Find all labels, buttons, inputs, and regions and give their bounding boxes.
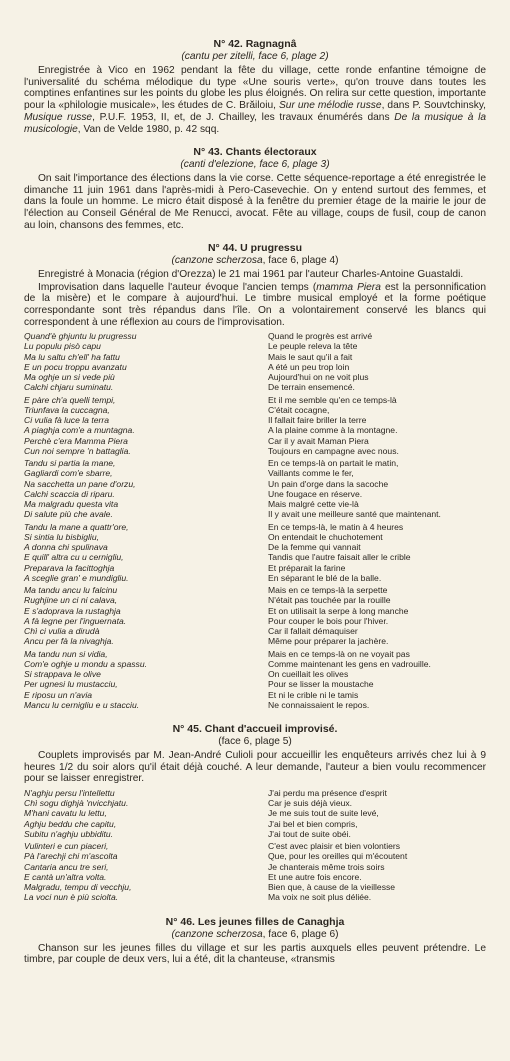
verse-columns bbox=[24, 331, 486, 712]
verse-line: N'était pas touchée par la rouille bbox=[268, 595, 391, 606]
verse-line: Si strappava le olive bbox=[24, 669, 101, 680]
corsican-column bbox=[24, 331, 268, 712]
corsican-stanza bbox=[24, 522, 268, 584]
italic-title: Sur une mélodie russe bbox=[279, 100, 382, 112]
verse-line: Per ugnesi lu mustacciu, bbox=[24, 679, 118, 690]
verse-line: Di salute più che avale. bbox=[24, 509, 113, 520]
verse-line: Ma tandu nun si vidia, bbox=[24, 648, 108, 659]
corsican-stanza bbox=[24, 788, 268, 839]
verse-line: Malgradu, tempu di vecchju, bbox=[24, 882, 132, 893]
section-44 bbox=[24, 242, 486, 712]
section-title: N° 42. Ragnagnâ bbox=[213, 38, 297, 50]
french-stanza bbox=[268, 522, 486, 584]
section-45 bbox=[24, 723, 486, 905]
french-column bbox=[268, 788, 486, 905]
verse-line: Il fallait faire briller la terre bbox=[268, 415, 367, 426]
verse-line: Comme maintenant les gens en vadrouille. bbox=[268, 658, 431, 669]
verse-line: Perchè c'era Mamma Piera bbox=[24, 435, 128, 446]
verse-line: M'hani cavatu lu lettu, bbox=[24, 808, 107, 819]
verse-line: Gagliardi com'e sbarre, bbox=[24, 468, 113, 479]
verse-line: Quand le progrès est arrivé bbox=[268, 331, 373, 342]
text-run: Enregistré à Monacia (région d'Orezza) le 21 mai 1961 par l'auteur Charles-Antoine Guastaldi. bbox=[38, 269, 464, 281]
verse-line: Lu populu pisò capu bbox=[24, 341, 101, 352]
french-stanza bbox=[268, 649, 486, 711]
verse-line: Car je suis déjà vieux. bbox=[268, 798, 353, 809]
french-stanza bbox=[268, 788, 486, 839]
verse-line: Le peuple releva la tête bbox=[268, 341, 358, 352]
verse-line: Toujours en campagne avec nous. bbox=[268, 445, 399, 456]
verse-line: Tandu si partia la mane, bbox=[24, 458, 116, 469]
verse-line: On cueillait les olives bbox=[268, 669, 349, 680]
verse-line: En séparant le blé de la balle. bbox=[268, 572, 382, 583]
text-run: Couplets improvisés par M. Jean-André Culioli pour accueillir les enquêteurs arrivés chez lui à 9 heures 1/2 du soir alors qu'il était déjà couché. A leur demande, l'auteur a bien voulu recommencer pour se laisser enregistrer. bbox=[24, 750, 486, 785]
text-run: , Van de Velde 1980, p. 42 sqq. bbox=[77, 123, 220, 135]
paragraph bbox=[24, 269, 486, 281]
verse-line: J'ai tout de suite obéi. bbox=[268, 828, 351, 839]
text-run: Improvisation dans laquelle l'auteur évoque l'ancien temps ( bbox=[38, 281, 317, 293]
section-subtitle bbox=[24, 255, 486, 267]
verse-line: Chì ci vulia a dirudà bbox=[24, 626, 100, 637]
text-run: Chanson sur les jeunes filles du village et sur les partis auxquels elles peuvent prétendre. Le timbre, par couple de deux vers, lui a été, dit la chanteuse, «transmis bbox=[24, 942, 486, 966]
text-run: est la personnification de la misère) et le compare à aujourd'hui. Le timbre musical employé et la forme poétique correspondante sont très répandus dans l'île. On a volontairement conservé les blancs qui correspondent à une réflexion au cours de l'improvisation. bbox=[24, 281, 486, 328]
section-subtitle: (cantu per zitelli, face 6, plage 2) bbox=[181, 51, 329, 62]
corsican-stanza bbox=[24, 458, 268, 520]
verse-line: Un pain d'orge dans la sacoche bbox=[268, 478, 389, 489]
section-title: N° 45. Chant d'accueil improvisé. bbox=[172, 723, 338, 736]
verse-line: J'ai bel et bien compris, bbox=[268, 818, 358, 829]
verse-line: Et ni le crible ni le tamis bbox=[268, 689, 359, 700]
section-42 bbox=[24, 38, 486, 135]
section-body bbox=[24, 173, 486, 231]
verse-line: Ma malgradu questa vita bbox=[24, 499, 119, 510]
french-column bbox=[268, 331, 486, 712]
verse-line: En ce temps-là, le matin à 4 heures bbox=[268, 521, 404, 532]
text-run: , P.U.F. 1953, II, et, de J. Chailley, les travaux énumérés dans bbox=[92, 111, 395, 123]
subtitle-genre: (canzone scherzosa bbox=[171, 255, 263, 267]
verse-line: Il y avait une meilleure santé que maintenant. bbox=[268, 509, 441, 520]
verse-line: E un pocu troppu avanzatu bbox=[24, 361, 127, 372]
verse-line: Cun noi sempre 'n battaglia. bbox=[24, 445, 131, 456]
corsican-stanza bbox=[24, 585, 268, 647]
verse-line: Quand'è ghjuntu lu prugressu bbox=[24, 331, 137, 342]
verse-line: Ma oghje un si vede più bbox=[24, 372, 115, 383]
verse-line: Aujourd'hui on ne voit plus bbox=[268, 372, 369, 383]
verse-line: De la femme qui vannait bbox=[268, 542, 361, 553]
french-stanza bbox=[268, 841, 486, 903]
verse-line: J'ai perdu ma présence d'esprit bbox=[268, 787, 387, 798]
verse-line: Mais malgré cette vie-là bbox=[268, 499, 359, 510]
corsican-stanza bbox=[24, 395, 268, 457]
italic-title: De la musique à la musicologie bbox=[24, 111, 487, 135]
verse-line: Chì sogu dighjà 'nvicchjatu. bbox=[24, 798, 129, 809]
verse-line: E riposu un n'avia bbox=[24, 689, 93, 700]
verse-line: Mancu lu cernigliu e u stacciu. bbox=[24, 699, 140, 710]
verse-line: Et il me semble qu'en ce temps-là bbox=[268, 394, 397, 405]
verse-line: Ma tandu ancu lu falcinu bbox=[24, 585, 118, 596]
verse-line: E pàre ch'a quelli tempi, bbox=[24, 394, 116, 405]
corsican-stanza bbox=[24, 649, 268, 711]
verse-line: Car il fallait démaquiser bbox=[268, 626, 358, 637]
verse-line: C'est avec plaisir et bien volontiers bbox=[268, 841, 401, 852]
section-title: N° 43. Chants électoraux bbox=[193, 146, 317, 159]
french-stanza bbox=[268, 585, 486, 647]
section-body bbox=[24, 65, 486, 135]
verse-line: Mais en ce temps-là la serpette bbox=[268, 585, 388, 596]
section-subtitle bbox=[24, 929, 486, 941]
verse-line: A été un peu trop loin bbox=[268, 361, 350, 372]
verse-line: Et une autre fois encore. bbox=[268, 871, 362, 882]
corsican-stanza bbox=[24, 331, 268, 393]
verse-line: Calchi chjaru suminatu. bbox=[24, 382, 114, 393]
section-subtitle: (canti d'elezione, face 6, plage 3) bbox=[180, 159, 330, 171]
verse-line: Tandu la mane a quattr'ore, bbox=[24, 521, 129, 532]
verse-line: Com'e oghje u mondu a spassu. bbox=[24, 658, 147, 669]
section-body bbox=[24, 943, 486, 966]
section-subtitle: (face 6, plage 5) bbox=[218, 736, 292, 748]
section-title: N° 46. Les jeunes filles de Canaghja bbox=[165, 915, 345, 928]
verse-line: Et préparait la farine bbox=[268, 562, 346, 573]
verse-line: Que, pour les oreilles qui m'écoutent bbox=[268, 851, 408, 862]
subtitle-ref: , face 6, plage 4) bbox=[262, 255, 339, 267]
verse-line: Ma voix ne soit plus déliée. bbox=[268, 892, 372, 903]
verse-line: Je me suis tout de suite levé, bbox=[268, 808, 379, 819]
verse-line: Vulinteri e cun piaceri, bbox=[24, 841, 109, 852]
text-run: Enregistrée à Vico en 1962 pendant la fête du village, cette ronde enfantine témoigne de l'universalité du schéma mélodique du type «Une souris verte», qu'on trouve dans toutes les comptines enfantines sur les points du globe les plus éloignés. On relira sur cette question, importante pour la «philologie musicale», les études de C. Brăiloiu, bbox=[24, 65, 486, 112]
verse-line: Pà l'arechji chi m'ascolta bbox=[24, 851, 118, 862]
paragraph bbox=[24, 65, 486, 135]
verse-line: Na sacchetta un pane d'orzu, bbox=[24, 478, 136, 489]
verse-line: La voci nun è più sciolta. bbox=[24, 892, 119, 903]
verse-line: Triunfava la cuccagna, bbox=[24, 404, 110, 415]
verse-line: Et on utilisait la serpe à long manche bbox=[268, 605, 409, 616]
verse-line: A piaghja com'e a muntagna. bbox=[24, 425, 135, 436]
section-body bbox=[24, 750, 486, 785]
verse-line: Une fougace en réserve. bbox=[268, 488, 363, 499]
verse-line: E quill' altra cu u cernigliu, bbox=[24, 552, 124, 563]
verse-line: On entendait le chuchotement bbox=[268, 531, 383, 542]
paragraph bbox=[24, 282, 486, 328]
verse-line: Bien que, à cause de la vieillesse bbox=[268, 882, 396, 893]
verse-line: Mais le saut qu'il a fait bbox=[268, 351, 353, 362]
french-stanza bbox=[268, 331, 486, 393]
verse-line: Pour se lisser la moustache bbox=[268, 679, 374, 690]
verse-line: E s'adoprava la rustaghja bbox=[24, 605, 121, 616]
verse-line: Rughjine un ci ni calava, bbox=[24, 595, 118, 606]
verse-line: N'aghju persu l'intellettu bbox=[24, 787, 115, 798]
verse-line: Ancu per fà la nivaghja. bbox=[24, 636, 114, 647]
verse-line: Vaillants comme le fer, bbox=[268, 468, 354, 479]
section-46 bbox=[24, 916, 486, 966]
verse-line: Preparava la facittoghja bbox=[24, 562, 115, 573]
verse-line: Aghju beddu che capitu, bbox=[24, 818, 117, 829]
verse-columns bbox=[24, 788, 486, 905]
text-run: , dans P. Souvtchinsky, bbox=[381, 100, 486, 112]
verse-line: Mais en ce temps-là on ne voyait pas bbox=[268, 648, 410, 659]
verse-line: Ma lu saltu ch'ell' ha fattu bbox=[24, 351, 120, 362]
verse-line: E cantà un'altra volta. bbox=[24, 871, 107, 882]
subtitle-ref: , face 6, plage 6) bbox=[262, 928, 339, 940]
verse-line: En ce temps-là on partait le matin, bbox=[268, 458, 399, 469]
paragraph bbox=[24, 943, 486, 966]
verse-line: Subitu n'aghju ubbiditu. bbox=[24, 828, 114, 839]
verse-line: Même pour préparer la jachère. bbox=[268, 636, 389, 647]
italic-title: mamma Piera bbox=[316, 281, 381, 293]
verse-line: Ne connaissaient le repos. bbox=[268, 699, 370, 710]
verse-line: Je chanterais même trois soirs bbox=[268, 861, 385, 872]
french-stanza bbox=[268, 395, 486, 457]
verse-line: Calchi scaccia di riparu. bbox=[24, 488, 115, 499]
corsican-column bbox=[24, 788, 268, 905]
section-43 bbox=[24, 146, 486, 231]
text-run: On sait l'importance des élections dans la vie corse. Cette séquence-reportage a été enregistrée le dimanche 11 juin 1961 dans l'après-midi à Pero-Casevechie. On y entend surtout des femmes, et dans la foule un homme. Le micro était disposé à la fenêtre du premier étage de la mairie le jour de l'élection au Conseil Général de Me Renucci, avocat. Fête au village, coups de fusil, coup de canon au loin, chansons des femmes, etc. bbox=[24, 173, 486, 231]
paragraph bbox=[24, 173, 486, 231]
verse-line: Tandis que l'autre faisait aller le crible bbox=[268, 552, 411, 563]
corsican-stanza bbox=[24, 841, 268, 903]
french-stanza bbox=[268, 458, 486, 520]
verse-line: A fà legne per l'inguernata. bbox=[24, 615, 127, 626]
verse-line: A donna chi spulinava bbox=[24, 542, 108, 553]
verse-line: Si sintia lu bisbigliu, bbox=[24, 531, 99, 542]
section-title: N° 44. U prugressu bbox=[207, 242, 303, 255]
paragraph bbox=[24, 750, 486, 785]
verse-line: Pour couper le bois pour l'hiver. bbox=[268, 615, 389, 626]
verse-line: Ci vulia fà luce la terra bbox=[24, 415, 110, 426]
subtitle-genre: (canzone scherzosa bbox=[171, 928, 263, 940]
verse-line: A sceglie gran' e mundigliu. bbox=[24, 572, 129, 583]
verse-line: C'était cocagne, bbox=[268, 404, 330, 415]
verse-line: De terrain ensemencé. bbox=[268, 382, 355, 393]
verse-line: A la plaine comme à la montagne. bbox=[268, 425, 398, 436]
section-body bbox=[24, 269, 486, 328]
italic-title: Musique russe bbox=[24, 111, 93, 123]
verse-line: Car il y avait Maman Piera bbox=[268, 435, 369, 446]
verse-line: Cantaria ancu tre seri, bbox=[24, 861, 109, 872]
